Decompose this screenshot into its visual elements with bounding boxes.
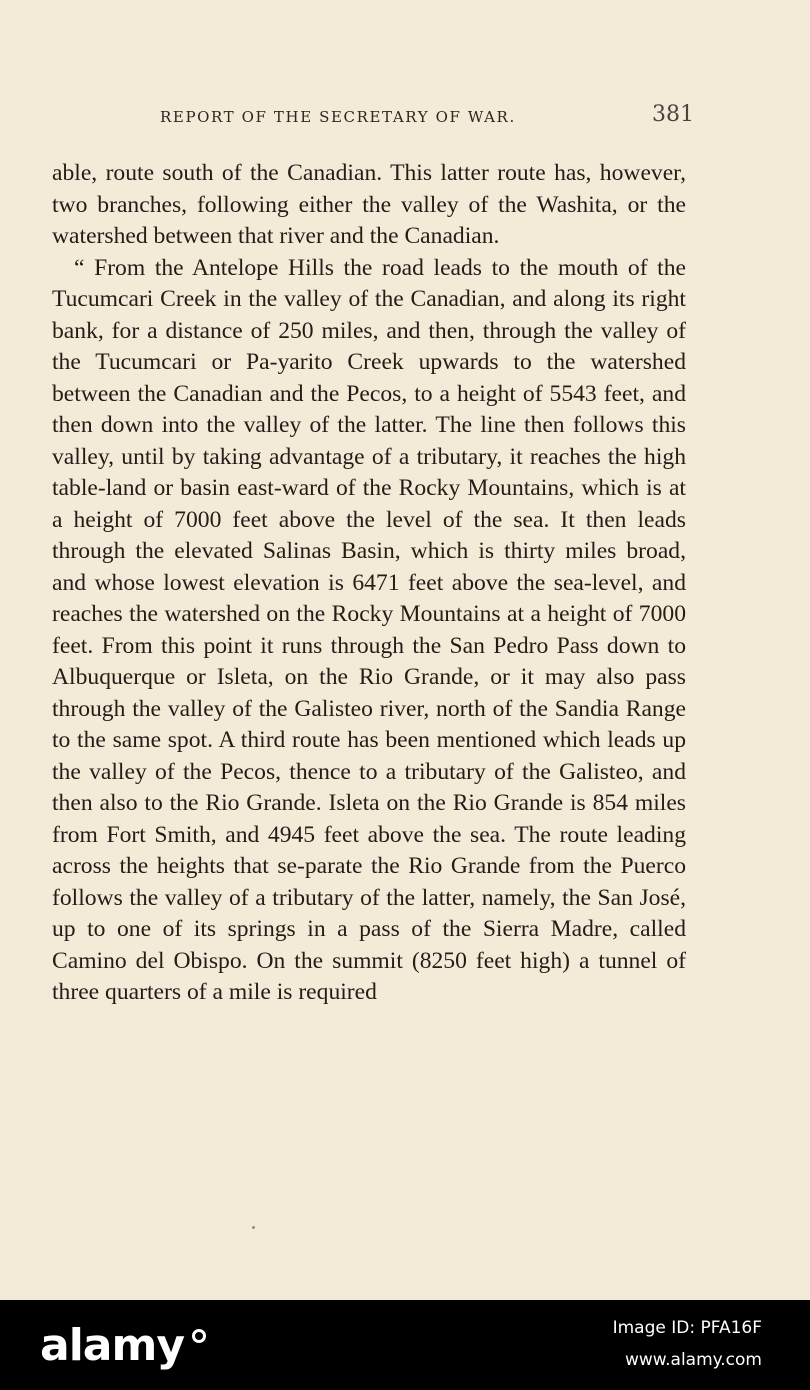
- alamy-logo[interactable]: [40, 1316, 206, 1374]
- registered-mark-icon: [192, 1329, 206, 1343]
- paper-speck: [252, 1226, 255, 1229]
- body-text: [52, 158, 686, 1009]
- paragraph: “ From the Antelope Hills the road leads to the mouth of the Tucumcari Creek in the valley of the Canadian, and along its right bank, for a distance of 250 miles, and then, through the valley of the Tucumcari or Pa-yarito Creek upwards to the watershed between the Canadian and the Pecos, to a height of 5543 feet, and then down into the valley of the latter. The line then follows this valley, until by taking advantage of a tributary, it reaches the high table-land or basin east-ward of the Rocky Mountains, which is at a height of 7000 feet above the level of the sea. It then leads through the elevated Salinas Basin, which is thirty miles broad, and whose lowest elevation is 6471 feet above the sea-level, and reaches the watershed on the Rocky Mountains at a height of 7000 feet. From this point it runs through the San Pedro Pass down to Albuquerque or Isleta, on the Rio Grande, or it may also pass through the valley of the Galisteo river, north of the Sandia Range to the same spot. A third route has been mentioned which leads up the valley of the Pecos, thence to a tributary of the Galisteo, and then also to the Rio Grande. Isleta on the Rio Grande is 854 miles from Fort Smith, and 4945 feet above the sea. The route leading across the heights that se-parate the Rio Grande from the Puerco follows the valley of a tributary of the latter, namely, the San José, up to one of its springs in a pass of the Sierra Madre, called Camino del Obispo. On the summit (8250 feet high) a tunnel of three quarters of a mile is required: [52, 254, 686, 1005]
- watermark-footer: [0, 1300, 810, 1390]
- image-id: Image ID: PFA16F: [612, 1318, 762, 1338]
- running-head: [52, 102, 694, 132]
- site-url[interactable]: www.alamy.com: [624, 1350, 762, 1370]
- brand-wordmark: alamy: [40, 1319, 184, 1371]
- paragraph: able, route south of the Canadian. This latter route has, however, two branches, following either the valley of the Washita, or the watershed between that river and the Canadian.: [52, 160, 686, 249]
- running-title: REPORT OF THE SECRETARY OF WAR.: [160, 108, 516, 126]
- page-number: 381: [652, 102, 694, 127]
